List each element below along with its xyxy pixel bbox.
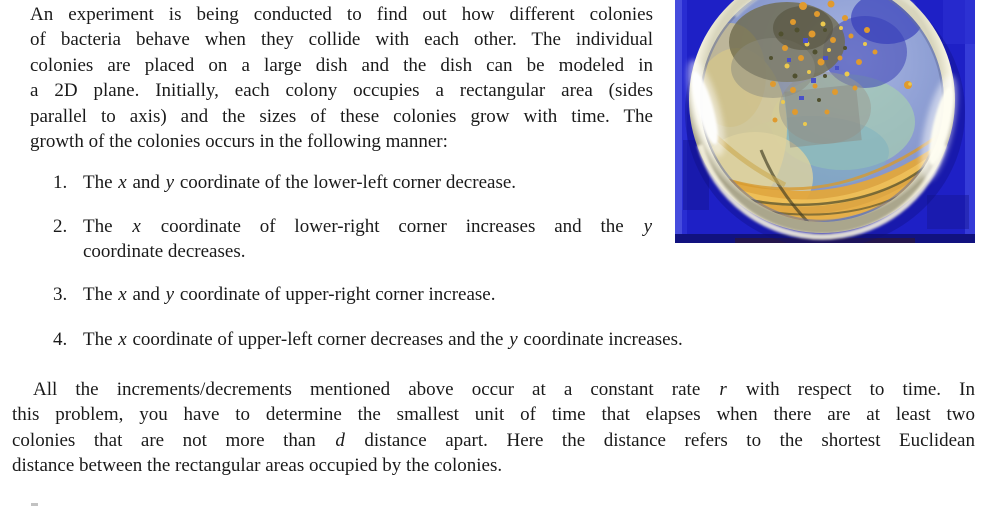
math-variable: y	[643, 216, 652, 237]
rule-item-2	[53, 214, 653, 265]
rule-text	[83, 214, 653, 265]
rule-item-1	[53, 170, 653, 195]
text-line: The x coordinate of lower-right corner increases and the y	[83, 216, 652, 237]
cropped-text-fragment	[31, 503, 38, 506]
petri-dish-photo	[675, 0, 975, 243]
text-line: colonies are placed on a large dish and the dish can be modeled in	[30, 54, 653, 76]
closing-paragraph	[12, 377, 975, 479]
text-line: An experiment is being conducted to find out how different colonies	[30, 4, 653, 25]
text-line: All the increments/decrements mentioned above occur at a constant rate r with respect to time. In	[33, 379, 975, 400]
figure-petri-dish	[675, 0, 975, 243]
math-variable: r	[719, 379, 727, 400]
rule-text	[83, 282, 653, 307]
text-line: growth of the colonies occurs in the following manner:	[30, 131, 448, 153]
text-line: The x coordinate of upper-left corner decreases and the y coordinate increases.	[83, 329, 683, 350]
math-variable: x	[118, 284, 127, 305]
text-line: distance between the rectangular areas occupied by the colonies.	[12, 455, 503, 477]
rule-text	[83, 170, 653, 195]
math-variable: x	[118, 329, 127, 350]
rule-number: 1.	[53, 172, 68, 193]
intro-paragraph	[30, 2, 653, 154]
text-line: a 2D plane. Initially, each colony occupies a rectangular area (sides	[30, 80, 653, 102]
rule-number: 2.	[53, 216, 68, 237]
text-line: parallel to axis) and the sizes of these colonies grow with time. The	[30, 105, 653, 127]
text-line: coordinate decreases.	[83, 241, 246, 263]
math-variable: x	[118, 172, 127, 193]
rule-item-4	[53, 327, 683, 352]
text-line: this problem, you have to determine the smallest unit of time that elapses when there are at least two	[12, 404, 975, 426]
math-variable: y	[509, 329, 518, 350]
math-variable: y	[165, 172, 175, 193]
rule-text	[83, 327, 683, 352]
text-line: The x and y coordinate of the lower-left corner decrease.	[83, 172, 517, 193]
rule-number: 4.	[53, 329, 68, 350]
math-variable: d	[335, 429, 345, 451]
math-variable: y	[165, 284, 175, 305]
math-variable: x	[132, 216, 141, 237]
rule-number: 3.	[53, 284, 68, 305]
text-line: colonies that are not more than d distance apart. Here the distance refers to the shortest Euclidean	[12, 429, 975, 451]
text-line: The x and y coordinate of upper-right corner increase.	[83, 284, 496, 305]
text-line: of bacteria behave when they collide with each other. The individual	[30, 29, 653, 51]
rule-item-3	[53, 282, 653, 307]
